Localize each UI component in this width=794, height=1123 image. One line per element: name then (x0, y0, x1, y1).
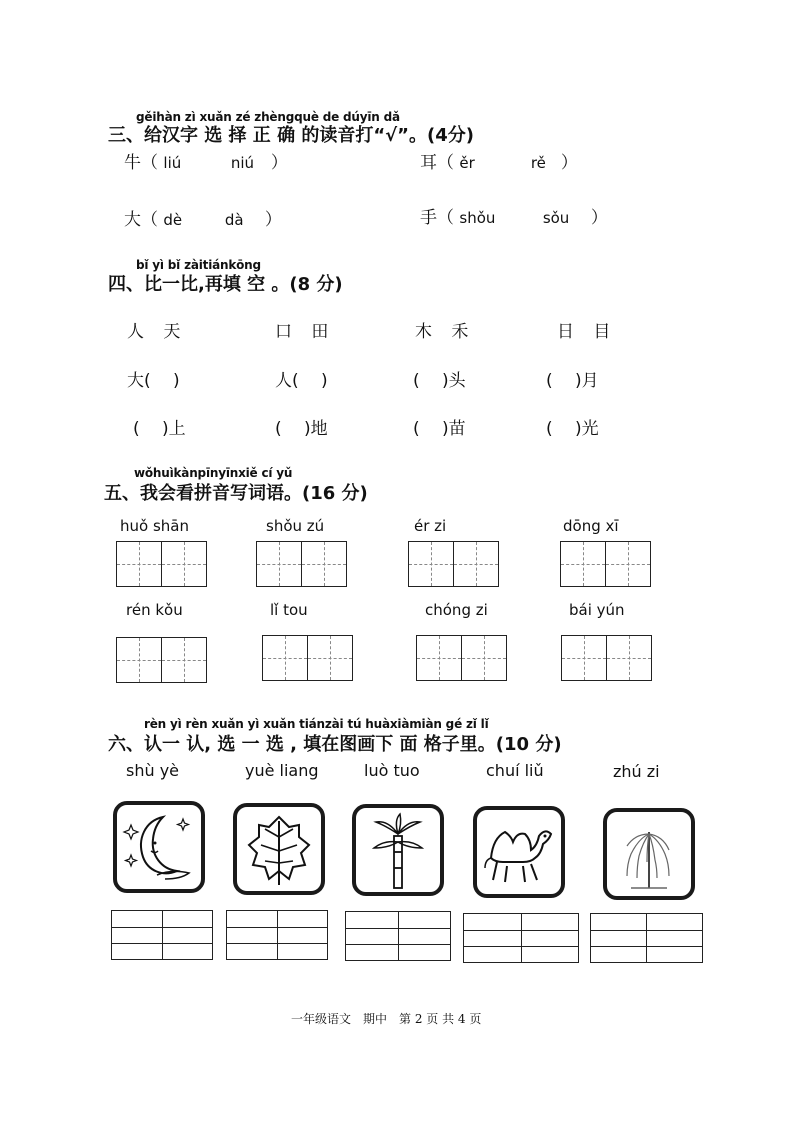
hanzi: 手 (420, 208, 437, 228)
fill-blank[interactable]: ( )头 (413, 371, 466, 391)
bamboo-icon (356, 808, 440, 892)
section3-item-4: 手（ shǒu sǒu ） (420, 208, 608, 228)
fill-blank[interactable]: 大( ) (127, 371, 180, 391)
writing-box[interactable] (256, 541, 347, 587)
willow-picture (603, 808, 695, 900)
writing-box[interactable] (116, 637, 207, 683)
section3-item-2: 耳（ ěr rě ） (420, 153, 578, 173)
word-pinyin: lǐ tou (270, 601, 308, 619)
section4-title: 四、比一比,再填 空 。(8 分) (108, 274, 343, 295)
fill-blank[interactable]: 人( ) (275, 371, 328, 391)
option-a[interactable]: dè (163, 211, 183, 229)
moon-icon (117, 805, 201, 889)
answer-grid[interactable] (463, 913, 579, 963)
picture-caption: zhú zi (613, 762, 660, 781)
word-pinyin: shǒu zú (266, 517, 325, 535)
leaf-picture (233, 803, 325, 895)
page-footer: 一年级语文 期中 第 2 页 共 4 页 (291, 1012, 482, 1026)
compare-pair-3: 木 禾 (415, 322, 469, 342)
fill-blank[interactable]: ( )苗 (413, 419, 466, 439)
camel-icon (477, 810, 561, 894)
fill-blank[interactable]: ( )光 (546, 419, 599, 439)
answer-grid[interactable] (226, 910, 328, 960)
picture-caption: chuí liǔ (486, 761, 544, 780)
writing-box[interactable] (560, 541, 651, 587)
hanzi: 牛 (124, 153, 141, 173)
writing-box[interactable] (262, 635, 353, 681)
section4-pinyin: bǐ yì bǐ zàitiánkōng (136, 258, 261, 272)
writing-box[interactable] (416, 635, 507, 681)
compare-pair-1: 人 天 (127, 322, 181, 342)
word-pinyin: chóng zi (425, 601, 488, 619)
word-pinyin: dōng xī (563, 517, 619, 535)
writing-box[interactable] (116, 541, 207, 587)
section6-title: 六、认一 认, 选 一 选 , 填在图画下 面 格子里。(10 分) (108, 734, 562, 755)
word-pinyin: bái yún (569, 601, 625, 619)
bamboo-picture (352, 804, 444, 896)
option-b[interactable]: sǒu (542, 209, 570, 227)
word-pinyin: ér zi (414, 517, 447, 535)
compare-pair-4: 日 目 (557, 322, 611, 342)
answer-grid[interactable] (345, 911, 451, 961)
fill-blank[interactable]: ( )上 (133, 419, 186, 439)
option-a[interactable]: liú (163, 154, 182, 172)
word-pinyin: rén kǒu (126, 601, 183, 619)
option-b[interactable]: dà (224, 211, 244, 229)
section3-pinyin: gěihàn zì xuǎn zé zhèngquè de dúyīn dǎ (136, 110, 400, 124)
leaf-icon (237, 807, 321, 891)
word-pinyin: huǒ shān (120, 517, 189, 535)
option-a[interactable]: ěr (459, 154, 475, 172)
writing-box[interactable] (561, 635, 652, 681)
section6-pinyin: rèn yì rèn xuǎn yì xuǎn tiánzài tú huàxiàmiàn gé zǐ lǐ (144, 717, 489, 731)
answer-grid[interactable] (590, 913, 703, 963)
fill-blank[interactable]: ( )地 (275, 419, 328, 439)
willow-icon (607, 812, 691, 896)
picture-caption: shù yè (126, 761, 180, 780)
option-a[interactable]: shǒu (459, 209, 496, 227)
picture-caption: yuè liang (245, 761, 319, 780)
writing-box[interactable] (408, 541, 499, 587)
camel-picture (473, 806, 565, 898)
moon-picture (113, 801, 205, 893)
hanzi: 大 (124, 210, 141, 230)
compare-pair-2: 口 田 (275, 322, 329, 342)
section3-title: 三、给汉字 选 择 正 确 的读音打“√”。(4分) (108, 125, 474, 146)
answer-grid[interactable] (111, 910, 213, 960)
section5-pinyin: wǒhuìkànpīnyīnxiě cí yǔ (134, 466, 293, 480)
section3-item-1: 牛（ liú niú ） (124, 153, 288, 173)
section3-item-3: 大（ dè dà ） (124, 210, 282, 230)
option-b[interactable]: rě (530, 154, 546, 172)
fill-blank[interactable]: ( )月 (546, 371, 599, 391)
picture-caption: luò tuo (364, 761, 420, 780)
option-b[interactable]: niú (230, 154, 254, 172)
hanzi: 耳 (420, 153, 437, 173)
section5-title: 五、我会看拼音写词语。(16 分) (104, 483, 368, 504)
